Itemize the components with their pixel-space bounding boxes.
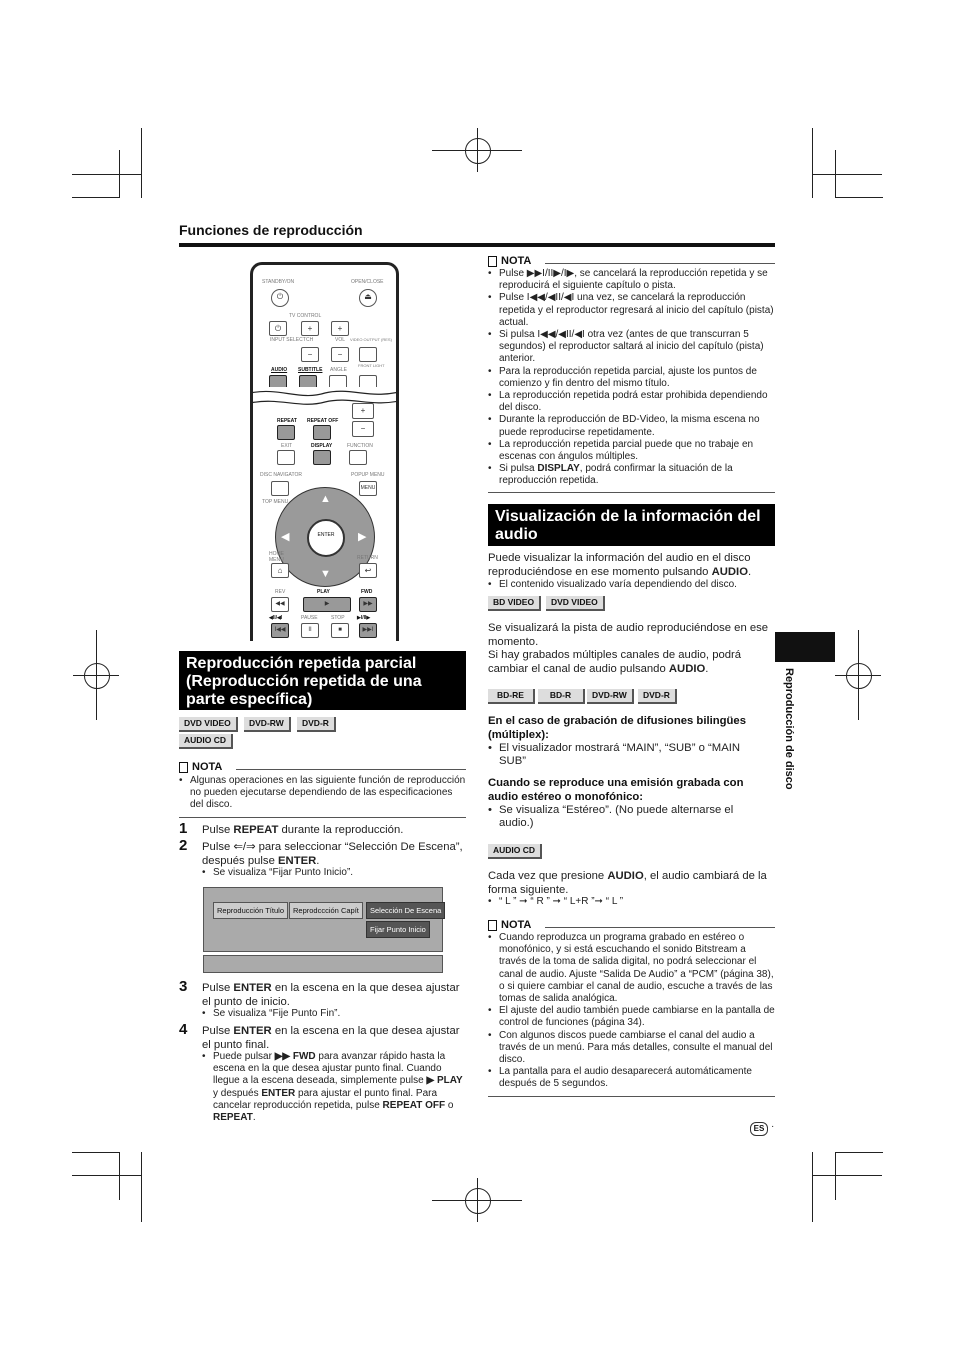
remote-label: INPUT SELECT bbox=[270, 337, 306, 343]
media-tag: BD VIDEO bbox=[488, 596, 541, 611]
list-item: • Pulse I◀◀/◀II/◀I una vez, se cancelará la reproducción repetida y el reproductor regresará al inicio del capítulo (pista) actual. bbox=[488, 292, 775, 329]
arrow-up-icon: ▲ bbox=[320, 493, 331, 505]
crop-mark bbox=[812, 174, 882, 175]
remote-label: PLAY bbox=[317, 589, 330, 595]
step-number: 2 bbox=[179, 837, 188, 854]
pause-button: II bbox=[301, 623, 319, 638]
section-header: Funciones de reproducción bbox=[179, 222, 363, 238]
section-title-text: Reproducción repetida parcial (Reproducción repetida de una parte específica) bbox=[186, 655, 422, 708]
text: , el audio cambiará de la forma siguiente. bbox=[488, 870, 767, 896]
text: para ajustar el punto final. Para cancelar reproducción repetida, pulse bbox=[213, 1087, 438, 1111]
remote-label: CH bbox=[306, 337, 314, 343]
list-item: • Se visualiza “Fijar Punto Inicio”. bbox=[202, 867, 466, 879]
registration-mark bbox=[465, 138, 491, 164]
divider bbox=[179, 817, 466, 818]
media-tag: AUDIO CD bbox=[488, 844, 542, 859]
crop-mark bbox=[835, 1152, 883, 1153]
key-name: ▶▶ FWD bbox=[274, 1051, 316, 1062]
exit-button bbox=[277, 450, 295, 465]
section-rule bbox=[179, 243, 775, 247]
crop-mark bbox=[835, 1152, 836, 1200]
media-tag: DVD-RW bbox=[587, 689, 634, 704]
list-item: • Se visualiza “Fije Punto Fin”. bbox=[202, 1008, 466, 1020]
display-button bbox=[313, 450, 331, 465]
list-item: • La reproducción repetida parcial puede que no trabaje en escenas con ángulos múltiples. bbox=[488, 439, 775, 463]
step-text bbox=[202, 840, 466, 868]
step-note bbox=[202, 1008, 466, 1020]
remote-label: DISPLAY bbox=[311, 443, 333, 449]
remote-label: VOL bbox=[335, 337, 346, 343]
remote-label: REPEAT bbox=[277, 418, 297, 424]
minus-button: − bbox=[352, 421, 374, 437]
key-name: REPEAT OFF bbox=[382, 1099, 446, 1111]
step-number: 3 bbox=[179, 978, 188, 995]
bullet-list bbox=[488, 742, 758, 769]
key-name: REPEAT bbox=[233, 824, 279, 836]
media-tag: BD-R bbox=[538, 689, 585, 704]
section-title bbox=[179, 651, 466, 710]
key-name: ENTER bbox=[233, 982, 272, 994]
remote-label: STANDBY/ON bbox=[262, 279, 295, 285]
nota-rule bbox=[545, 263, 775, 264]
remote-label: FWD bbox=[361, 589, 373, 595]
remote-label: SUBTITLE bbox=[298, 367, 323, 373]
remote-label: REPEAT OFF bbox=[307, 418, 339, 424]
crop-mark bbox=[72, 1152, 120, 1153]
step-text bbox=[202, 1024, 466, 1052]
remote-label: MENU bbox=[360, 485, 376, 491]
note-icon bbox=[488, 920, 497, 931]
remote-label: REV bbox=[275, 589, 286, 595]
list-item: • La reproducción repetida podrá estar prohibida dependiendo del disco. bbox=[488, 390, 775, 414]
home-menu-button: ⌂ bbox=[271, 563, 289, 578]
remote-label: TOP MENU bbox=[262, 499, 289, 505]
remote-label: RETURN bbox=[357, 555, 378, 561]
remote-label: HOME MENU bbox=[269, 551, 284, 563]
key-name: ENTER bbox=[261, 1087, 296, 1099]
nota-heading bbox=[179, 761, 222, 773]
remote-illustration bbox=[250, 262, 399, 641]
nota-label: NOTA bbox=[192, 761, 223, 773]
osd-button-selected: Selección De Escena bbox=[366, 902, 445, 919]
note-icon bbox=[488, 256, 497, 267]
nota-heading bbox=[488, 255, 531, 267]
subheading: En el caso de grabación de difusiones bilingües (múltiplex): bbox=[488, 715, 747, 741]
key-name: ▶ PLAY bbox=[426, 1075, 463, 1087]
power-icon: ⏻ bbox=[271, 289, 289, 307]
text: en la escena en la que desea ajustar el punto final. bbox=[202, 1025, 460, 1051]
nota-list bbox=[488, 268, 775, 488]
key-name: AUDIO bbox=[711, 565, 748, 578]
note-icon bbox=[179, 762, 188, 773]
play-button: ▶ bbox=[303, 597, 351, 612]
nota-heading bbox=[488, 919, 531, 931]
enter-button bbox=[307, 519, 345, 557]
crop-mark bbox=[812, 1152, 813, 1222]
remote-label: ENTER bbox=[317, 532, 335, 538]
remote-label: OPEN/CLOSE bbox=[351, 279, 384, 285]
note-list bbox=[488, 896, 775, 908]
arrow-down-icon: ▼ bbox=[320, 568, 331, 580]
input-select-button: ⏻ bbox=[269, 321, 287, 336]
crop-mark bbox=[72, 197, 120, 198]
divider bbox=[488, 1096, 775, 1097]
fwd-button: ▶▶ bbox=[359, 597, 377, 612]
list-item: • Si pulsa I◀◀/◀II/◀I otra vez (antes de que transcurran 5 segundos) el reproductor saltará al inicio del capítulo (pista) anterior. bbox=[488, 329, 775, 366]
arrow-left-icon: ◀ bbox=[281, 531, 290, 543]
osd-screen bbox=[203, 887, 443, 952]
nota-label: NOTA bbox=[501, 919, 532, 931]
registration-mark bbox=[846, 663, 872, 689]
list-item bbox=[488, 463, 775, 487]
text: en la escena en la que desea ajustar el punto de inicio. bbox=[202, 982, 460, 1008]
remote-label: EXIT bbox=[281, 443, 293, 449]
step-number: 1 bbox=[179, 820, 188, 837]
text: Pulse ⇐/⇒ para seleccionar “Selección De Escena”, después pulse bbox=[202, 841, 463, 867]
registration-mark bbox=[858, 630, 859, 720]
chapter-tab bbox=[775, 632, 835, 662]
plus-button: + bbox=[352, 403, 374, 419]
list-item: • Para la reproducción repetida parcial, ajuste los puntos de comienzo y fin dentro del mismo título. bbox=[488, 366, 775, 390]
disc-navigator-button bbox=[271, 481, 289, 496]
nota-rule bbox=[236, 769, 466, 770]
text: o bbox=[445, 1099, 454, 1111]
list-item: • El ajuste del audio también puede cambiarse en la pantalla de control de funciones (página 34). bbox=[488, 1005, 775, 1029]
text: durante la reproducción. bbox=[278, 824, 404, 836]
text: . bbox=[705, 662, 709, 675]
crop-mark bbox=[812, 1175, 882, 1176]
list-item bbox=[202, 1051, 466, 1124]
bullet-list bbox=[488, 804, 748, 831]
media-tag: BD-RE bbox=[488, 689, 535, 704]
osd-button-selected: Fijar Punto Inicio bbox=[366, 921, 430, 938]
section-title bbox=[488, 504, 775, 546]
key-name: AUDIO bbox=[607, 870, 644, 882]
subheading: Cuando se reproduce una emisión grabada con audio estéreo o monofónico: bbox=[488, 777, 744, 803]
list-item: • “ L ” ➞ “ R ” ➞ “ L+R ”➞ “ L ” bbox=[488, 896, 775, 908]
list-item: • Se visualiza “Estéreo”. (No puede alternarse el audio.) bbox=[488, 804, 748, 831]
list-item: • El visualizador mostrará “MAIN”, “SUB” o “MAIN SUB” bbox=[488, 742, 758, 769]
ch-up-button: + bbox=[301, 321, 319, 336]
step-number: 4 bbox=[179, 1021, 188, 1038]
key-name: ENTER bbox=[278, 855, 317, 867]
text: . bbox=[316, 855, 320, 867]
text: y después bbox=[213, 1087, 262, 1099]
remote-label: ANGLE bbox=[330, 367, 347, 373]
function-button bbox=[349, 450, 367, 465]
crop-mark bbox=[812, 128, 813, 198]
text: , podrá confirmar la situación de la reproducción repetida. bbox=[499, 463, 733, 487]
registration-mark bbox=[477, 128, 478, 172]
rev-button: ◀◀ bbox=[271, 597, 289, 612]
step-note bbox=[202, 1051, 466, 1124]
key-name: REPEAT bbox=[213, 1112, 253, 1124]
remote-label: FUNCTION bbox=[347, 443, 373, 449]
repeat-button bbox=[277, 425, 295, 440]
paragraph: Se visualizará la pista de audio reproduciéndose en ese momento. bbox=[488, 622, 769, 648]
nota-rule bbox=[545, 927, 775, 928]
paragraph bbox=[488, 552, 775, 579]
osd-button: Reproducción Título bbox=[213, 902, 288, 919]
nota-list bbox=[179, 775, 466, 812]
crop-mark bbox=[119, 1152, 120, 1200]
list-item: • Algunas operaciones en las siguiente función de reproducción no pueden ejecutarse dependiendo de las especificaciones del disco. bbox=[179, 775, 466, 812]
remote-label: DISC NAVIGATOR bbox=[260, 472, 302, 478]
crop-mark bbox=[835, 197, 883, 198]
registration-mark bbox=[465, 1188, 491, 1214]
text: . bbox=[252, 1112, 256, 1124]
section-title-text: Visualización de la información del audio bbox=[495, 508, 761, 543]
divider bbox=[488, 492, 775, 493]
step-note bbox=[202, 867, 466, 879]
paragraph bbox=[488, 870, 775, 897]
media-tag: AUDIO CD bbox=[179, 734, 233, 749]
crop-mark bbox=[72, 1175, 142, 1176]
remote-label: AUDIO bbox=[271, 367, 288, 373]
text: Si hay grabados múltiples canales de audio, podrá cambiar el canal de audio pulsando bbox=[488, 649, 742, 675]
media-tag: DVD VIDEO bbox=[179, 717, 238, 732]
nota-list bbox=[488, 932, 775, 1091]
list-item: • Con algunos discos puede cambiarse el canal del audio a través de un menú. Para más detalles, consulte el manual del disco. bbox=[488, 1030, 775, 1067]
arrow-right-icon: ▶ bbox=[358, 531, 367, 543]
crop-mark bbox=[72, 174, 142, 175]
remote-label: POPUP MENU bbox=[351, 472, 385, 478]
eject-icon: ⏏ bbox=[359, 289, 377, 307]
text: Puede visualizar la información del audio en el disco reproduciéndose en ese momento pulsando bbox=[488, 552, 751, 578]
video-output-button bbox=[359, 347, 377, 362]
text: . bbox=[747, 565, 752, 578]
osd-status-bar bbox=[203, 955, 443, 973]
stop-button: ■ bbox=[331, 623, 349, 638]
step-text bbox=[202, 981, 466, 1009]
key-name: DISPLAY bbox=[537, 463, 580, 475]
list-item: • La pantalla para el audio desaparecerá automáticamente después de 5 segundos. bbox=[488, 1066, 775, 1090]
list-item: • Durante la reproducción de BD-Video, la misma escena no puede reproducirse repetidamente. bbox=[488, 414, 775, 438]
repeat-off-button bbox=[313, 425, 331, 440]
next-button: ▶▶I bbox=[359, 623, 377, 638]
osd-button: Reprodccción Capít bbox=[289, 902, 363, 919]
media-tag: DVD-R bbox=[297, 717, 336, 732]
return-button: ↩ bbox=[359, 563, 377, 578]
chapter-label-text: Reproducción de disco bbox=[783, 668, 795, 790]
popup-menu-button bbox=[359, 481, 377, 496]
vol-up-button: + bbox=[331, 321, 349, 336]
page-number-dot: · bbox=[771, 1121, 775, 1132]
nota-label: NOTA bbox=[501, 255, 532, 267]
text: Pulse bbox=[202, 1025, 234, 1037]
registration-mark bbox=[477, 1178, 478, 1222]
remote-label: TV CONTROL bbox=[289, 313, 322, 319]
registration-mark bbox=[84, 663, 110, 689]
registration-mark bbox=[96, 630, 97, 720]
list-item: • Pulse ▶▶I/II▶/I▶, se cancelará la reproducción repetida y se reproducirá el siguiente capítulo o pista. bbox=[488, 268, 775, 292]
crop-mark bbox=[141, 128, 142, 198]
remote-label: ◀II/◀I bbox=[269, 615, 283, 621]
text: Puede pulsar bbox=[213, 1051, 275, 1062]
media-tag: DVD VIDEO bbox=[546, 596, 605, 611]
media-tag: DVD-R bbox=[638, 689, 677, 704]
vol-down-button: − bbox=[331, 347, 349, 362]
crop-mark bbox=[141, 1152, 142, 1222]
remote-label: VIDEO OUTPUT (RES) bbox=[350, 337, 392, 342]
remote-break-wave bbox=[250, 387, 399, 409]
key-name: AUDIO bbox=[668, 662, 706, 675]
note-list bbox=[488, 579, 775, 591]
text: Si pulsa bbox=[499, 463, 538, 475]
language-badge: ES bbox=[750, 1122, 768, 1136]
text: para avanzar rápido hasta la escena en la que desea ajustar punto final. Cuando llegue a la escena deseada, simplemente pulse bbox=[213, 1051, 446, 1087]
remote-label: STOP bbox=[331, 615, 345, 621]
list-item: • Cuando reproduzca un programa grabado en estéreo o monofónico, y si está escuchando el sonido Bitstream a través de la toma de salida digital, no podrá seleccionar el canal de audio. Ajuste “Salida De Audio” a “PCM” (página 38), o si quiere cambiar el canal de audio, escuche a través de las tomas de salida analógica. bbox=[488, 932, 775, 1005]
chapter-label bbox=[783, 668, 803, 803]
ch-down-button: − bbox=[301, 347, 319, 362]
key-name: ENTER bbox=[233, 1025, 272, 1037]
media-tag: DVD-RW bbox=[244, 717, 291, 732]
remote-label: FRONT LIGHT bbox=[358, 363, 385, 368]
remote-label: ▶I/II▶ bbox=[357, 615, 371, 621]
text: Pulse bbox=[202, 982, 234, 994]
remote-label: PAUSE bbox=[301, 615, 318, 621]
paragraph bbox=[488, 649, 775, 676]
list-item: • El contenido visualizado varía dependiendo del disco. bbox=[488, 579, 775, 591]
text: Pulse bbox=[202, 824, 234, 836]
text: Cada vez que presione bbox=[488, 870, 608, 882]
step-text bbox=[202, 823, 466, 837]
prev-button: I◀◀ bbox=[271, 623, 289, 638]
